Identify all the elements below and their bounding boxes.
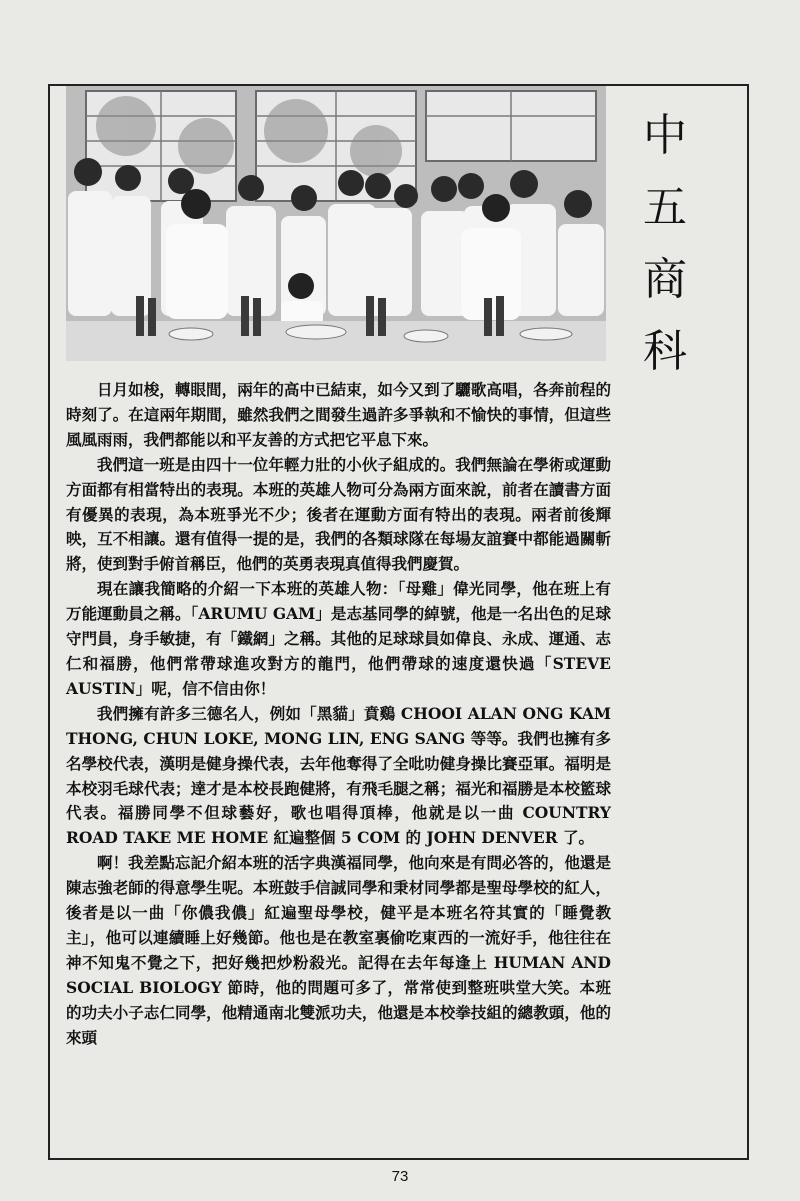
paragraph: 我們這一班是由四十一位年輕力壯的小伙子組成的。我們無論在學術或運動方面都有相當特出的表現。本班的英雄人物可分為兩方面來說，前者在讀書方面有優異的表現，為本班爭光不少；後者在運動方面有特出的表現。兩者前後輝映，互不相讓。還有值得一提的是，我們的各類球隊在每場友誼賽中都能過關斬將，使到對手俯首稱臣，他們的英勇表現真值得我們慶賀。 — [66, 454, 611, 574]
heading-char: 商 — [643, 254, 687, 305]
class-photo — [66, 86, 606, 361]
page-number: 73 — [391, 1168, 409, 1185]
heading-char: 中 — [643, 110, 687, 161]
heading-char: 五 — [643, 182, 687, 233]
paragraph: 現在讓我簡略的介紹一下本班的英雄人物：「母雞」偉光同學，他在班上有万能運動員之稱。「ARUMU GAM」是志基同學的綽號，他是一名出色的足球守門員，身手敏捷，有「鐵網」之稱。其他的足球球員如偉良、永成、運通、志仁和福勝，他們常帶球進攻對方的龍門，他們帶球的速度還快過「STEVE AUSTIN」呢，信不信由你！ — [66, 579, 611, 698]
paragraph: 啊！我差點忘記介紹本班的活字典漢福同學，他向來是有問必答的，他還是陳志強老師的得意學生呢。本班鼓手信誠同學和秉材同學都是聖母學校的紅人，後者是以一曲「你儂我儂」紅遍聖母學校，健平是本班名符其實的「睡覺教主」，他可以連續睡上好幾節。他也是在教室裏偷吃東西的一流好手，他往往在神不知鬼不覺之下，把好幾把炒粉殺光。記得在去年每逢上 HUMAN AND SOCIAL BIOLOGY 節時，他的問題可多了，常常使到整班哄堂大笑。本班的功夫小子志仁同學，他精通南北雙派功夫，他還是本校拳技組的總教頭，他的來頭 — [66, 853, 611, 1047]
heading-char: 科 — [643, 326, 687, 377]
page-heading — [620, 100, 710, 388]
paragraph: 我們擁有許多三德名人，例如「黑貓」賁鷄 CHOOI ALAN ONG KAM THONG, CHUN LOKE, MONG LIN, ENG SANG 等等。我們也擁有多名學校代表，漢明是健身操代表，去年他奪得了全吡叻健身操比賽亞軍。福明是本校羽毛球代表；達才是本校長跑健將，有飛毛腿之稱；福光和福勝是本校籃球代表。福勝同學不但球藝好，歌也唱得頂棒，他就是以一曲 COUNTRY ROAD TAKE ME HOME 紅遍整個 5 COM 的 JOHN DENVER 了。 — [66, 703, 611, 848]
paragraph: 日月如梭，轉眼間，兩年的高中已結束，如今又到了驪歌高唱，各奔前程的時刻了。在這兩年期間，雖然我們之間發生過許多爭執和不愉快的事情，但這些風風雨雨，我們都能以和平友善的方式把它平息下來。 — [66, 380, 611, 449]
article-body — [66, 378, 611, 1050]
